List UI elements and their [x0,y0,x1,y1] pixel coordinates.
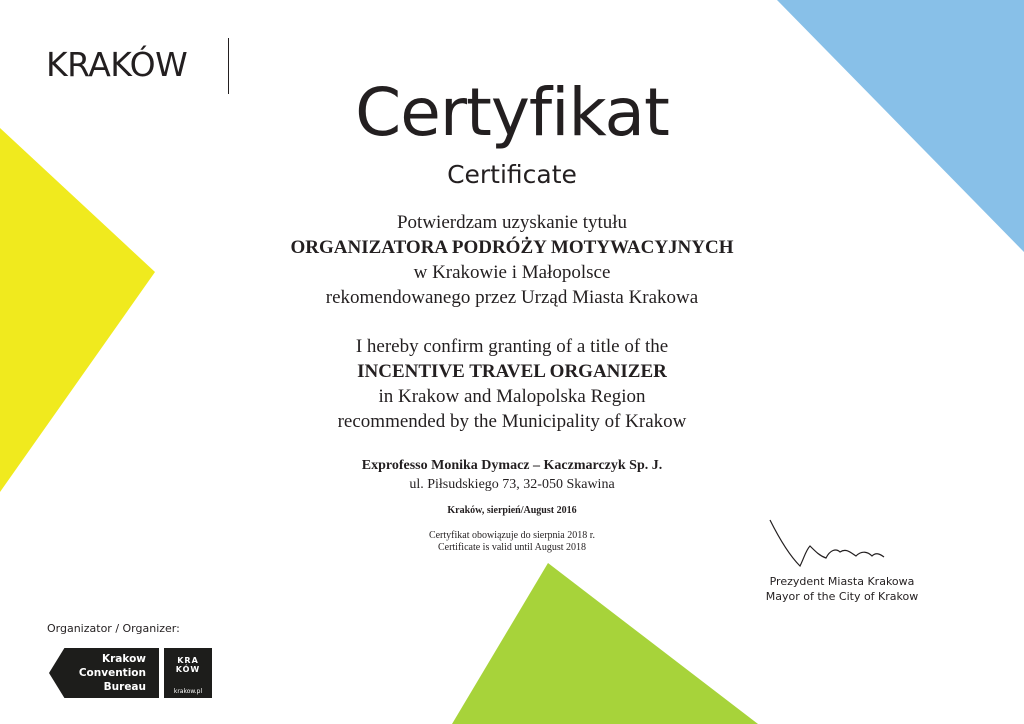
english-title: INCENTIVE TRAVEL ORGANIZER [357,361,667,382]
green-triangle [452,563,758,724]
krakow-badge-url: krakow.pl [173,688,203,695]
polish-line-1: Potwierdzam uzyskanie tytułu [396,212,628,233]
kcb-line-2: Convention [78,667,146,679]
certificate-subtitle: Certificate [447,160,577,189]
organizer-label: Organizator / Organizer: [47,622,180,635]
krakow-badge-text [166,656,210,674]
badge-line-2: KÓW [175,665,201,674]
badge-line-1: KRA [177,656,199,665]
english-line-3: in Krakow and Malopolska Region [378,386,646,407]
kcb-logo-text [66,652,146,694]
signatory-pl: Prezydent Miasta Krakowa [769,575,915,588]
polish-title: ORGANIZATORA PODRÓŻY MOTYWACYJNYCH [290,237,734,258]
validity-en: Certificate is valid until August 2018 [437,542,587,553]
kcb-line-1: Krakow [101,653,146,665]
issue-date: Kraków, sierpień/August 2016 [447,505,577,516]
recipient-address: ul. Piłsudskiego 73, 32-050 Skawina [409,477,615,492]
english-line-1: I hereby confirm granting of a title of the [355,336,669,357]
kcb-line-3: Bureau [103,681,146,693]
polish-line-4: rekomendowanego przez Urząd Miasta Krakowa [325,287,699,308]
krakow-logo: KRAKÓW [46,45,188,84]
english-line-4: recommended by the Municipality of Krakow [337,411,687,432]
recipient-name: Exprofesso Monika Dymacz – Kaczmarczyk Sp. J. [361,458,663,473]
validity-pl: Certyfikat obowiązuje do sierpnia 2018 r. [428,530,596,541]
signatory-en: Mayor of the City of Krakow [765,590,919,603]
polish-line-3: w Krakowie i Małopolsce [413,262,611,283]
certificate-title: Certyfikat [355,74,669,151]
